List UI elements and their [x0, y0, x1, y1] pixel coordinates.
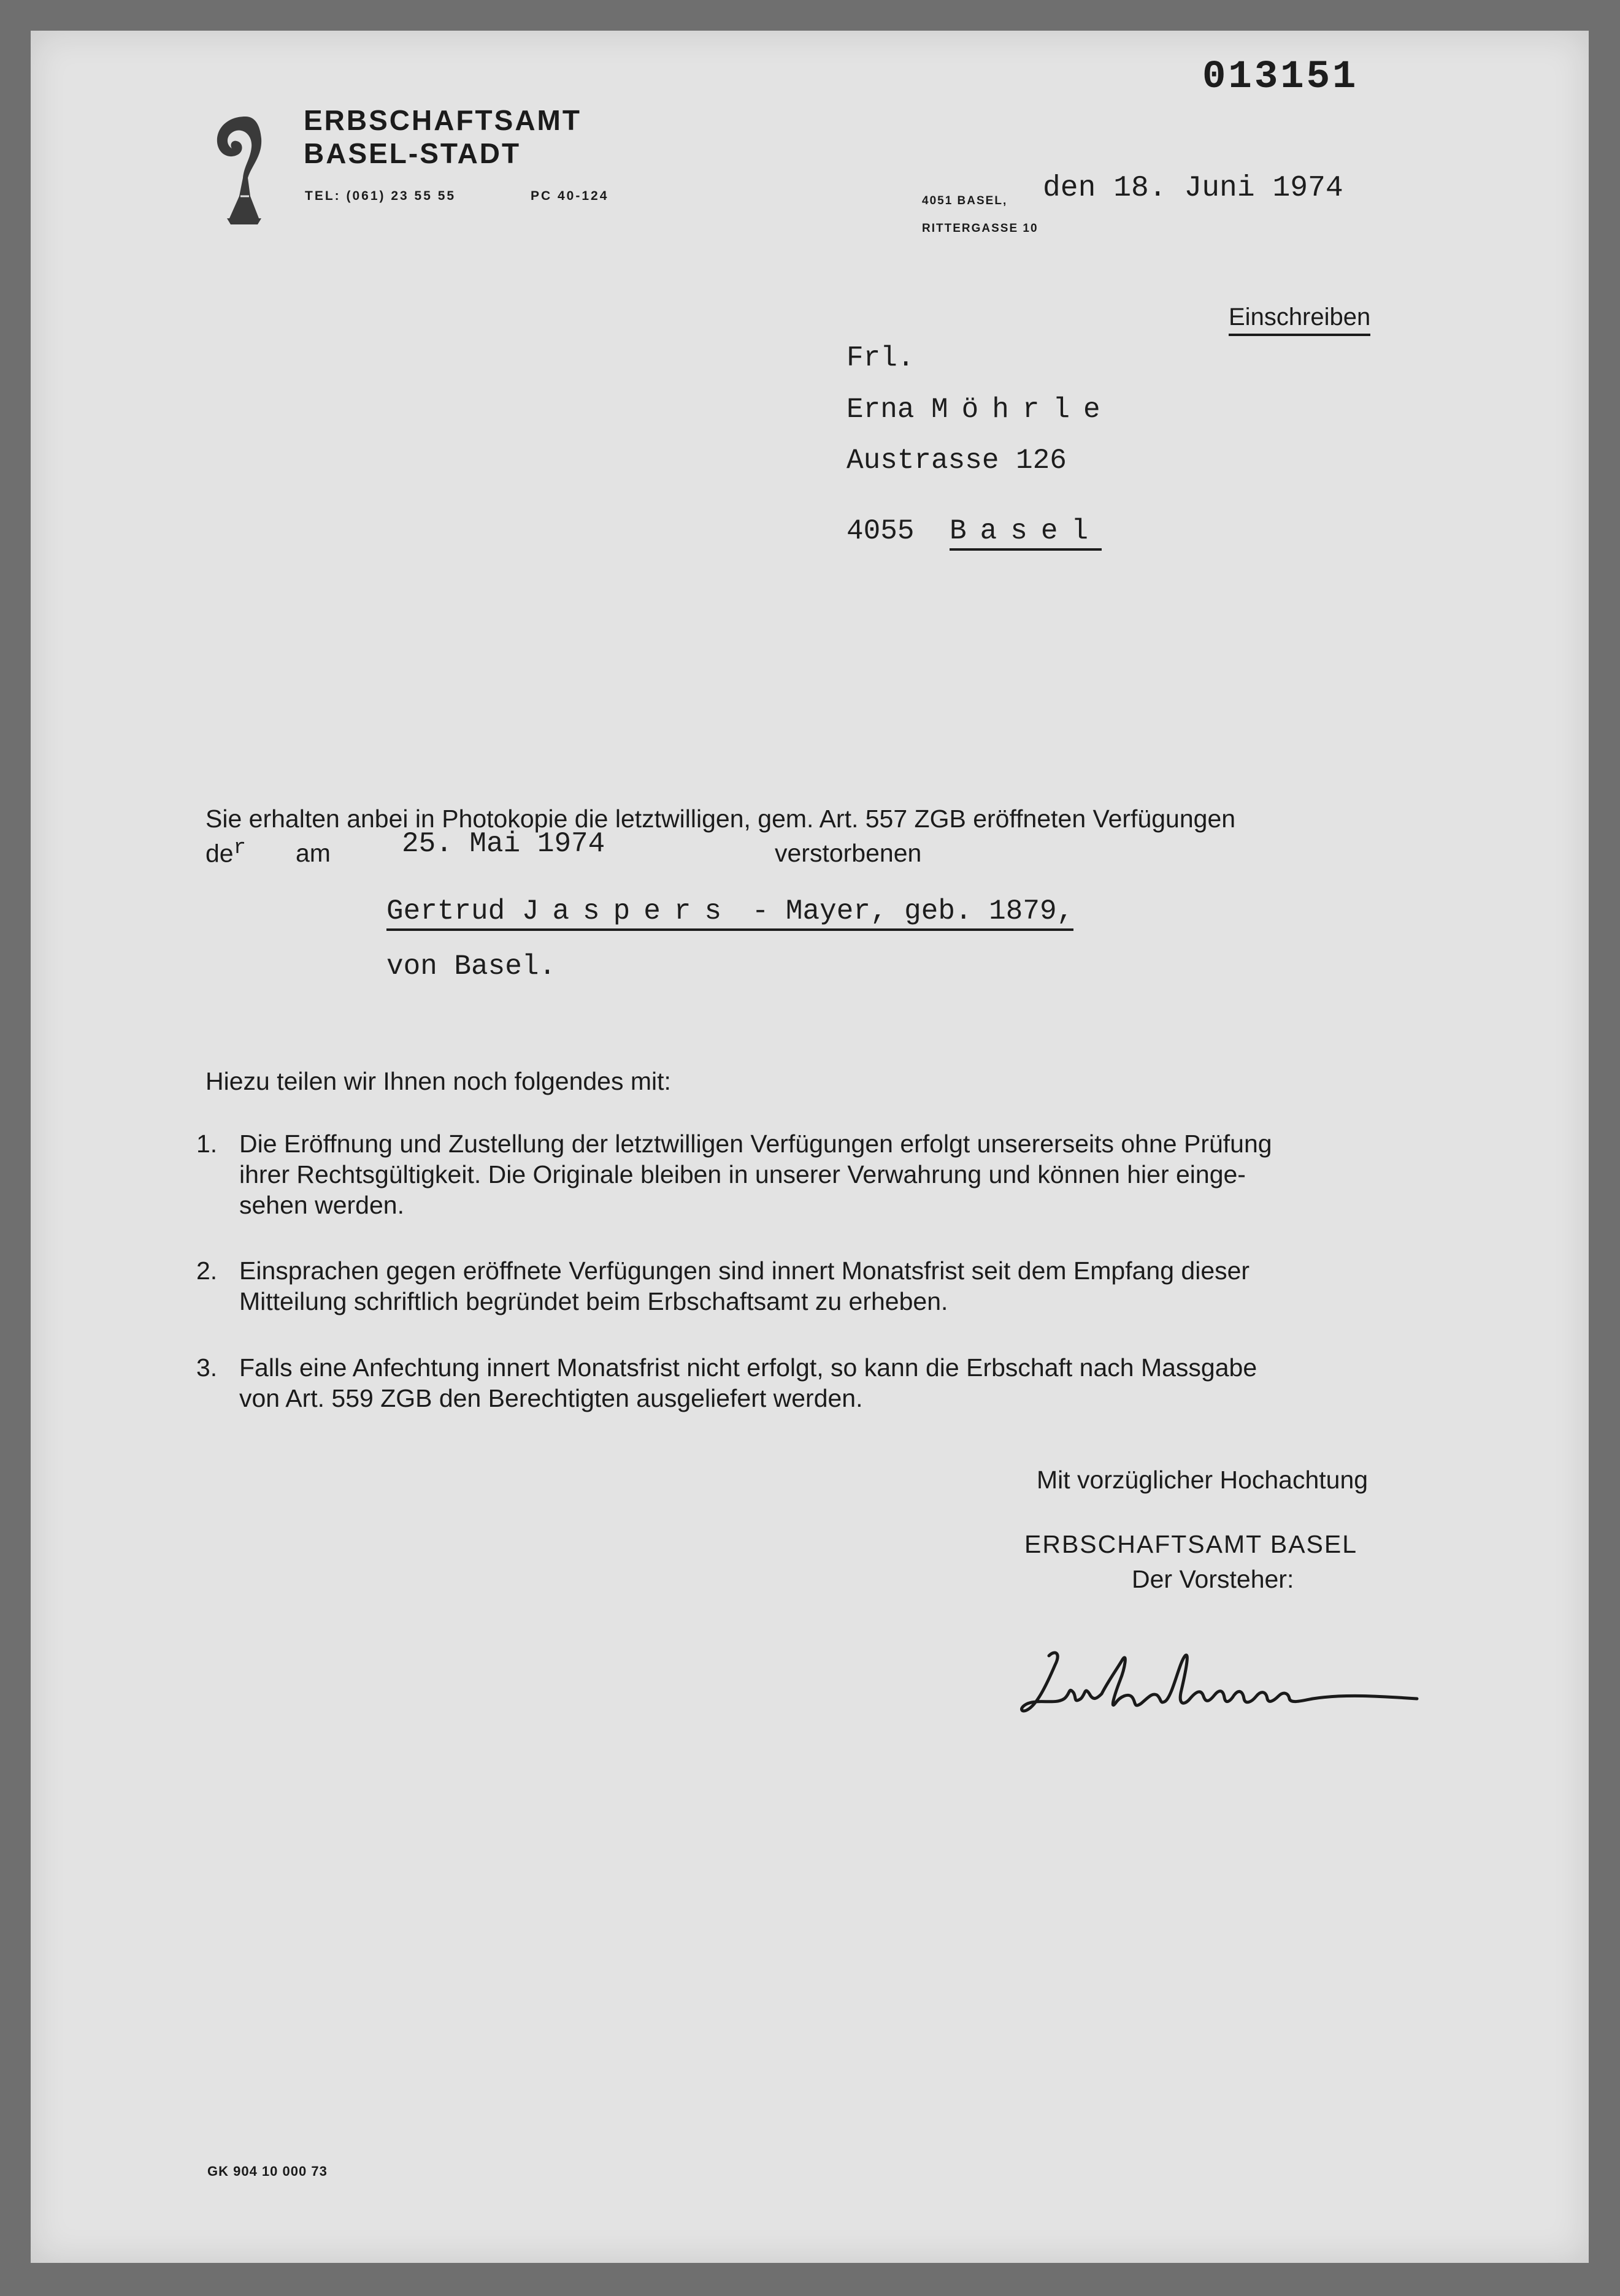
- notice-item-line: Falls eine Anfechtung innert Monatsfrist nicht erfolgt, so kann die Erbschaft nach Massgabe: [239, 1353, 1257, 1382]
- closing-org: ERBSCHAFTSAMT BASEL: [1024, 1530, 1358, 1558]
- death-date: 25. Mai 1974: [402, 828, 605, 860]
- deceased-first-name: Gertrud: [386, 895, 505, 927]
- letter-date: den 18. Juni 1974: [1043, 172, 1343, 205]
- handwritten-signature: [1012, 1637, 1454, 1723]
- intro-article: [205, 836, 246, 868]
- sender-place: 4051 BASEL,: [922, 194, 1008, 207]
- recipient-last-name: Möhrle: [931, 394, 1114, 426]
- closing-greeting: Mit vorzüglicher Hochachtung: [1037, 1466, 1369, 1494]
- sender-street: RITTERGASSE 10: [922, 222, 1038, 235]
- closing-title: Der Vorsteher:: [1132, 1565, 1294, 1593]
- recipient-street: Austrasse 126: [846, 445, 1067, 476]
- org-name-line1: ERBSCHAFTSAMT: [304, 104, 582, 136]
- notice-item-number: 1.: [196, 1130, 218, 1158]
- notice-item-2: [196, 1255, 1472, 1317]
- deceased-origin: von Basel.: [386, 951, 556, 982]
- basel-staff-logo-icon: [202, 104, 276, 227]
- intro-article-suffix: r: [233, 836, 247, 860]
- notice-item-1: [196, 1128, 1472, 1220]
- notice-item-line: Die Eröffnung und Zustellung der letztwilligen Verfügungen erfolgt unsererseits ohne Prüfung: [239, 1130, 1272, 1158]
- intro-deceased-label: verstorbenen: [775, 839, 922, 867]
- recipient-name: [846, 394, 1114, 426]
- notice-item-line: Mitteilung schriftlich begründet beim Erbschaftsamt zu erheben.: [239, 1287, 948, 1315]
- intro-am-label: am: [296, 839, 331, 867]
- org-name-line2: BASEL-STADT: [304, 137, 521, 169]
- recipient-first-name: Erna: [846, 394, 915, 426]
- form-code: GK 904 10 000 73: [207, 2164, 328, 2179]
- notice-item-number: 3.: [196, 1353, 218, 1382]
- notice-item-line: sehen werden.: [239, 1191, 404, 1219]
- recipient-city: Basel: [950, 515, 1102, 551]
- org-telephone: TEL: (061) 23 55 55: [305, 189, 456, 203]
- notice-heading: Hiezu teilen wir Ihnen noch folgendes mit:: [205, 1067, 671, 1095]
- deceased-surname: Jaspers: [521, 895, 735, 927]
- notice-item-number: 2.: [196, 1257, 218, 1285]
- registered-mail-label: Einschreiben: [1229, 304, 1370, 336]
- document-number: 013151: [1202, 55, 1359, 99]
- deceased-rest: - Mayer, geb. 1879,: [751, 895, 1074, 927]
- org-postal-account: PC 40-124: [531, 189, 609, 203]
- notice-item-line: von Art. 559 ZGB den Berechtigten ausgeliefert werden.: [239, 1384, 863, 1412]
- deceased-name-underlined: [386, 895, 1073, 931]
- letter-page: [31, 31, 1589, 2263]
- recipient-city-line: [846, 515, 1102, 547]
- recipient-salutation: Frl.: [846, 342, 915, 374]
- intro-article-base: de: [205, 839, 234, 868]
- deceased-name: [386, 895, 1073, 927]
- intro-line1: Sie erhalten anbei in Photokopie die letztwilligen, gem. Art. 557 ZGB eröffneten Verfügungen: [205, 805, 1236, 833]
- notice-item-3: [196, 1352, 1472, 1414]
- notice-item-line: Einsprachen gegen eröffnete Verfügungen sind innert Monatsfrist seit dem Empfang dieser: [239, 1257, 1250, 1285]
- recipient-postal-code: 4055: [846, 515, 915, 547]
- notice-item-line: ihrer Rechtsgültigkeit. Die Originale bleiben in unserer Verwahrung und können hier einge-: [239, 1160, 1246, 1188]
